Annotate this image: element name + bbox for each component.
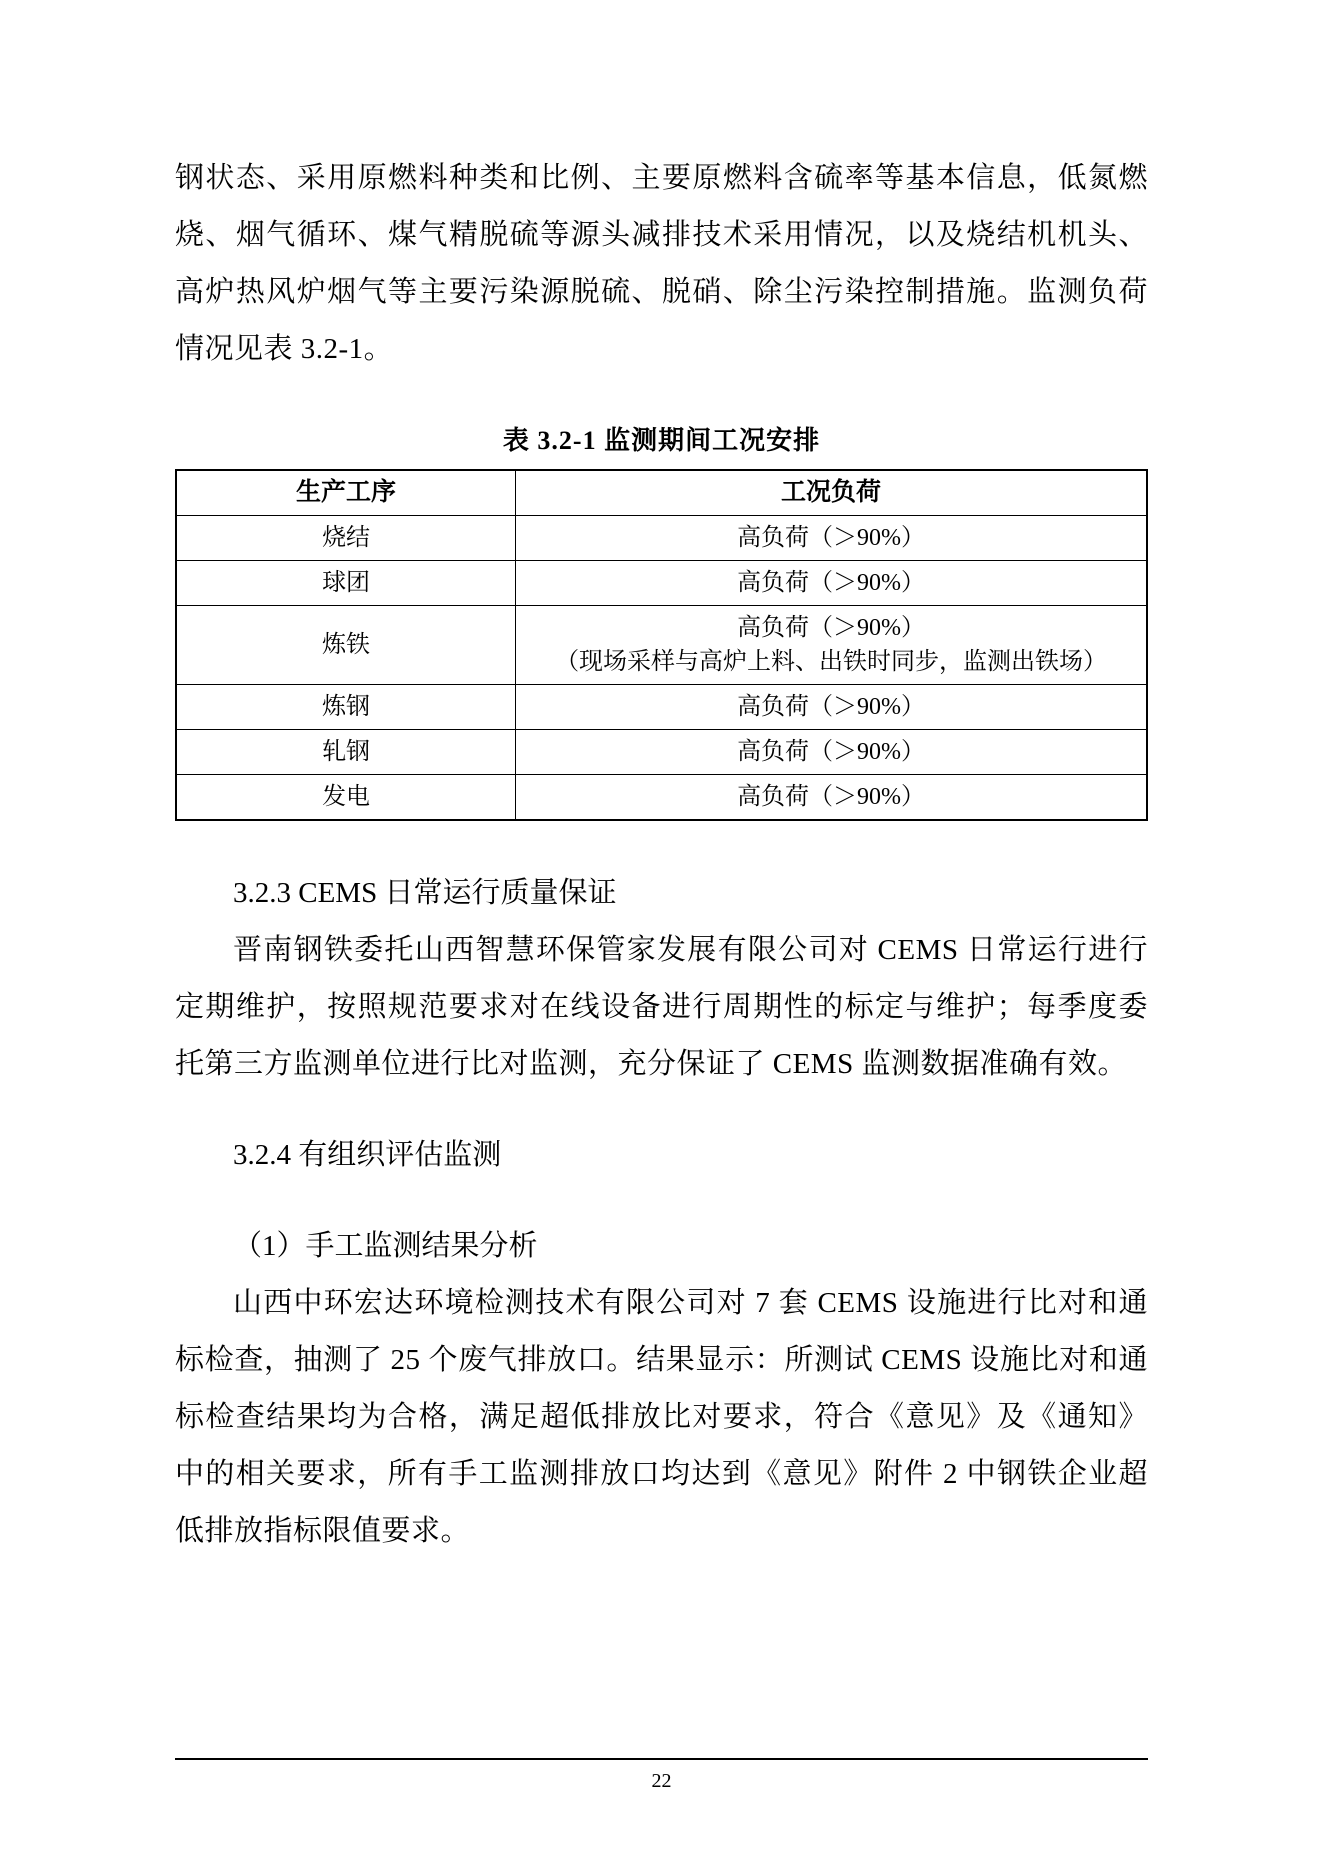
section-heading-323: 3.2.3 CEMS 日常运行质量保证 [233, 877, 617, 909]
cell-load-line1: 高负荷（＞90%） [737, 615, 926, 641]
page-footer [175, 1758, 1148, 1793]
cell-load: 高负荷（＞90%） [516, 516, 1147, 561]
cell-load: 高负荷（＞90%） [516, 685, 1147, 730]
page-number: 22 [651, 1770, 672, 1792]
table-row [176, 516, 1147, 561]
cell-process: 球团 [176, 561, 516, 606]
section-heading-324-1: （1）手工监测结果分析 [233, 1230, 538, 1262]
cell-load: 高负荷（＞90%） [516, 775, 1147, 821]
cell-process: 炼钢 [176, 685, 516, 730]
footer-divider [175, 1758, 1148, 1760]
table-header-load: 工况负荷 [516, 470, 1147, 516]
cell-load [516, 606, 1147, 685]
table-header-row [176, 470, 1147, 516]
monitoring-load-table [175, 469, 1148, 821]
cell-load: 高负荷（＞90%） [516, 730, 1147, 775]
table-caption: 表 3.2-1 监测期间工况安排 [502, 426, 821, 455]
table-row [176, 561, 1147, 606]
table-row [176, 685, 1147, 730]
table-row [176, 730, 1147, 775]
cell-process: 烧结 [176, 516, 516, 561]
section-body-324-1: 山西中环宏达环境检测技术有限公司对 7 套 CEMS 设施进行比对和通标检查，抽测了 25 个废气排放口。结果显示：所测试 CEMS 设施比对和通标检查结果均为合格，满足超低排放比对要求，符合《意见》及《通知》中的相关要求，所有手工监测排放口均达到《意见》附件 2 中钢铁企业超低排放指标限值要求。 [175, 1287, 1148, 1547]
body-paragraph-intro: 钢状态、采用原燃料种类和比例、主要原燃料含硫率等基本信息，低氮燃烧、烟气循环、煤气精脱硫等源头减排技术采用情况，以及烧结机机头、高炉热风炉烟气等主要污染源脱硫、脱硝、除尘污染控制措施。监测负荷情况见表 3.2-1。 [175, 162, 1148, 365]
spacer [175, 821, 1148, 831]
cell-process: 炼铁 [176, 606, 516, 685]
cell-process: 发电 [176, 775, 516, 821]
section-heading-324: 3.2.4 有组织评估监测 [233, 1139, 502, 1171]
section-body-323: 晋南钢铁委托山西智慧环保管家发展有限公司对 CEMS 日常运行进行定期维护，按照规范要求对在线设备进行周期性的标定与维护；每季度委托第三方监测单位进行比对监测，充分保证了 CEMS 监测数据准确有效。 [175, 934, 1148, 1080]
cell-process: 轧钢 [176, 730, 516, 775]
table-row [176, 775, 1147, 821]
cell-load: 高负荷（＞90%） [516, 561, 1147, 606]
table-header-process: 生产工序 [176, 470, 516, 516]
table-row [176, 606, 1147, 685]
cell-load-line2: （现场采样与高炉上料、出铁时同步，监测出铁场） [555, 649, 1108, 675]
